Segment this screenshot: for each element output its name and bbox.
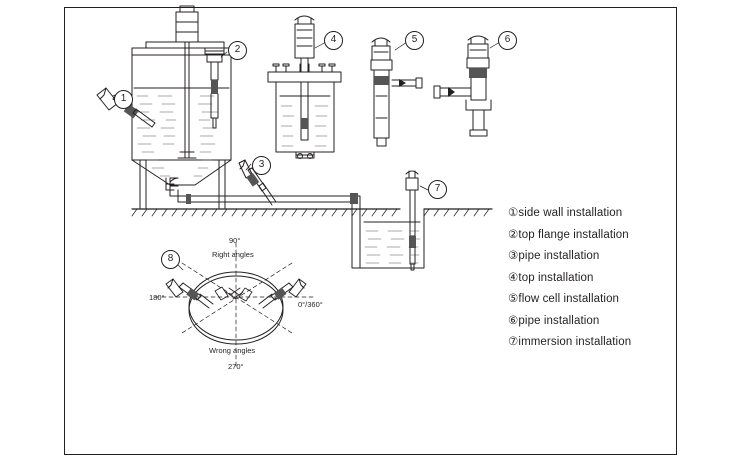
- legend-label-2: top flange installation: [518, 228, 629, 241]
- legend-item-7: [508, 332, 678, 354]
- angle-label-left: 180°: [149, 293, 165, 302]
- legend-marker-4: ④: [508, 271, 519, 284]
- legend-marker-2: ②: [508, 228, 519, 241]
- angle-label-correct: Right angles: [212, 250, 254, 259]
- legend-marker-6: ⑥: [508, 314, 519, 327]
- legend-item-3: [508, 246, 678, 268]
- callout-4: 4: [324, 31, 343, 50]
- legend: [508, 203, 678, 354]
- legend-label-3: pipe installation: [518, 250, 600, 262]
- callout-3: 3: [252, 156, 271, 175]
- callout-6: 6: [498, 31, 517, 50]
- angle-label-bottom: 270°: [228, 362, 244, 371]
- legend-item-6: [508, 311, 678, 333]
- legend-label-6: pipe installation: [518, 314, 600, 327]
- legend-item-4: [508, 268, 678, 290]
- legend-label-1: side wall installation: [518, 207, 623, 219]
- legend-item-5: [508, 289, 678, 311]
- legend-item-1: [508, 203, 678, 225]
- callout-2: 2: [228, 41, 247, 60]
- legend-marker-3: ③: [508, 250, 519, 262]
- angle-label-top: 90°: [229, 236, 241, 245]
- legend-item-2: [508, 225, 678, 247]
- callout-8: 8: [161, 250, 180, 269]
- legend-label-5: flow cell installation: [518, 293, 620, 305]
- legend-marker-7: ⑦: [508, 336, 519, 348]
- legend-marker-5: ⑤: [508, 293, 519, 305]
- legend-marker-1: ①: [508, 207, 519, 219]
- angle-label-right: 0°/360°: [298, 300, 323, 309]
- angle-label-wrong: Wrong angles: [209, 346, 256, 355]
- callout-7: 7: [428, 180, 447, 199]
- legend-label-7: immersion installation: [518, 336, 632, 348]
- callout-1: 1: [114, 90, 133, 109]
- legend-label-4: top installation: [518, 271, 594, 284]
- callout-5: 5: [405, 31, 424, 50]
